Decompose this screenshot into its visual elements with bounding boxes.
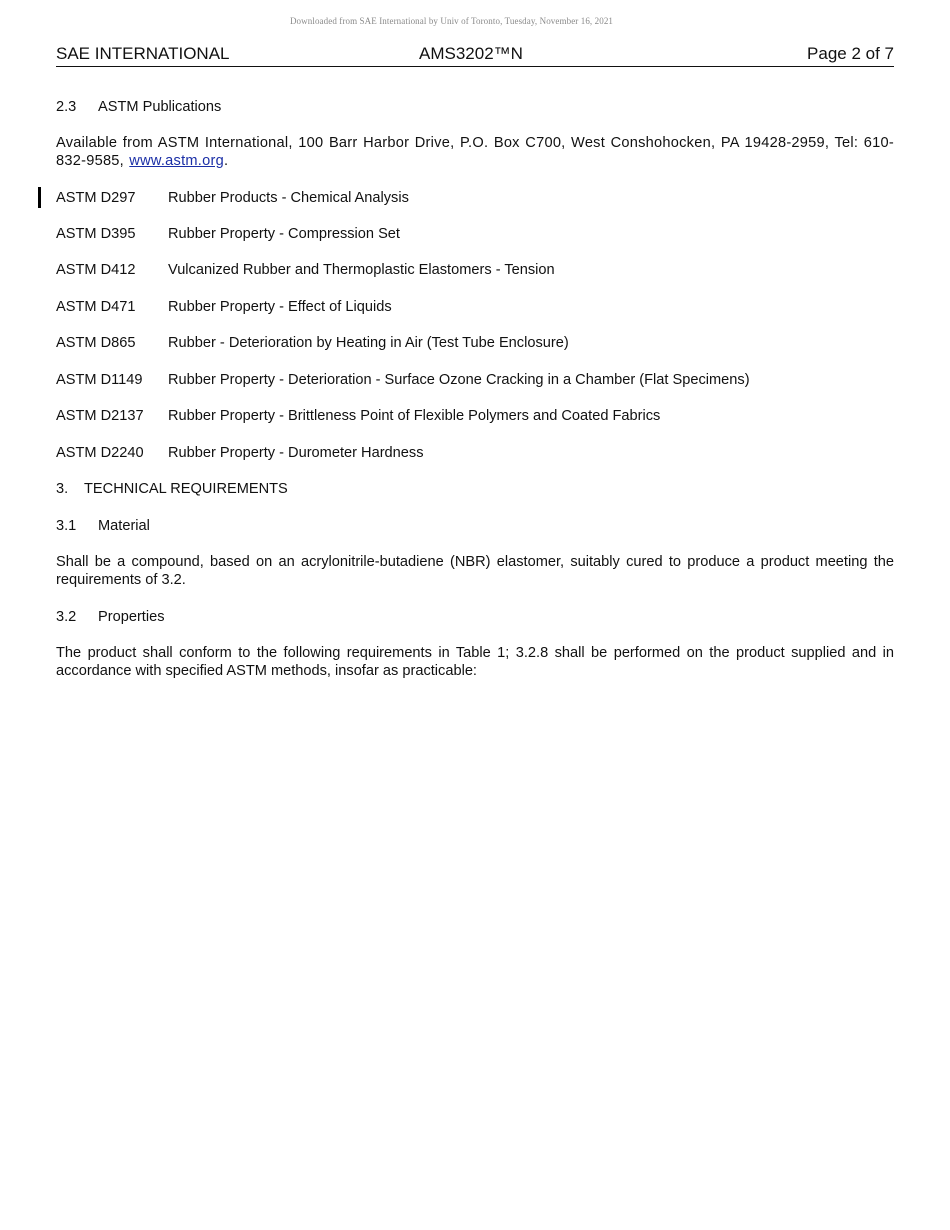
reference-title: Rubber - Deterioration by Heating in Air (Test Tube Enclosure) bbox=[168, 335, 569, 351]
reference-item bbox=[56, 407, 894, 425]
availability-period: . bbox=[223, 153, 229, 169]
reference-code: ASTM D471 bbox=[56, 299, 136, 315]
reference-title: Rubber Property - Effect of Liquids bbox=[168, 299, 392, 315]
reference-code: ASTM D2240 bbox=[56, 445, 144, 461]
section-number: 2.3 bbox=[56, 99, 77, 115]
section-title: Material bbox=[98, 518, 150, 534]
reference-title: Vulcanized Rubber and Thermoplastic Elastomers - Tension bbox=[168, 262, 555, 278]
reference-code: ASTM D2137 bbox=[56, 408, 144, 424]
section-title: ASTM Publications bbox=[98, 99, 222, 115]
section-number: 3.2 bbox=[56, 609, 77, 625]
section-3-2-heading bbox=[56, 608, 894, 626]
astm-reference-list bbox=[56, 189, 894, 462]
section-3-heading bbox=[56, 480, 894, 498]
document-body bbox=[56, 96, 894, 680]
section-number: 3.1 bbox=[56, 518, 77, 534]
reference-code: ASTM D395 bbox=[56, 226, 136, 242]
reference-item bbox=[56, 334, 894, 352]
reference-item bbox=[56, 444, 894, 462]
section-title: Properties bbox=[98, 609, 165, 625]
section-3-1-heading bbox=[56, 517, 894, 535]
reference-title: Rubber Property - Brittleness Point of Flexible Polymers and Coated Fabrics bbox=[168, 408, 661, 424]
reference-item bbox=[56, 261, 894, 279]
reference-item bbox=[56, 225, 894, 243]
availability-text: Available from ASTM International, 100 Barr Harbor Drive, P.O. Box C700, West Conshohocken, PA 19428-2959, Tel: 610-832-9585, bbox=[56, 135, 894, 169]
revision-change-bar bbox=[38, 187, 41, 208]
astm-availability-paragraph bbox=[56, 134, 894, 170]
reference-item bbox=[56, 189, 894, 207]
astm-website-link[interactable]: www.astm.org bbox=[129, 153, 224, 169]
reference-item bbox=[56, 371, 894, 389]
section-3-2-paragraph: The product shall conform to the following requirements in Table 1; 3.2.8 shall be performed on the product supplied and in accordance with specified ASTM methods, insofar as practicable: bbox=[56, 645, 894, 679]
download-watermark: Downloaded from SAE International by Univ of Toronto, Tuesday, November 16, 2021 bbox=[289, 16, 614, 26]
reference-title: Rubber Property - Deterioration - Surface Ozone Cracking in a Chamber (Flat Specimens) bbox=[168, 372, 750, 388]
reference-title: Rubber Property - Durometer Hardness bbox=[168, 445, 424, 461]
reference-code: ASTM D412 bbox=[56, 262, 136, 278]
page-header bbox=[56, 44, 894, 67]
header-page-number: Page 2 of 7 bbox=[807, 44, 894, 63]
section-number: 3. bbox=[56, 481, 69, 497]
section-title: TECHNICAL REQUIREMENTS bbox=[84, 481, 288, 497]
header-document-number: AMS3202™N bbox=[419, 44, 523, 63]
reference-item bbox=[56, 298, 894, 316]
reference-code: ASTM D865 bbox=[56, 335, 136, 351]
section-3-1-paragraph: Shall be a compound, based on an acrylonitrile-butadiene (NBR) elastomer, suitably cured to produce a product meeting the requirements of 3.2. bbox=[56, 554, 894, 588]
reference-code: ASTM D297 bbox=[56, 190, 136, 206]
section-2-3-heading bbox=[56, 98, 894, 116]
reference-code: ASTM D1149 bbox=[56, 372, 143, 388]
reference-title: Rubber Products - Chemical Analysis bbox=[168, 190, 409, 206]
reference-title: Rubber Property - Compression Set bbox=[168, 226, 400, 242]
header-organization: SAE INTERNATIONAL bbox=[56, 44, 230, 63]
